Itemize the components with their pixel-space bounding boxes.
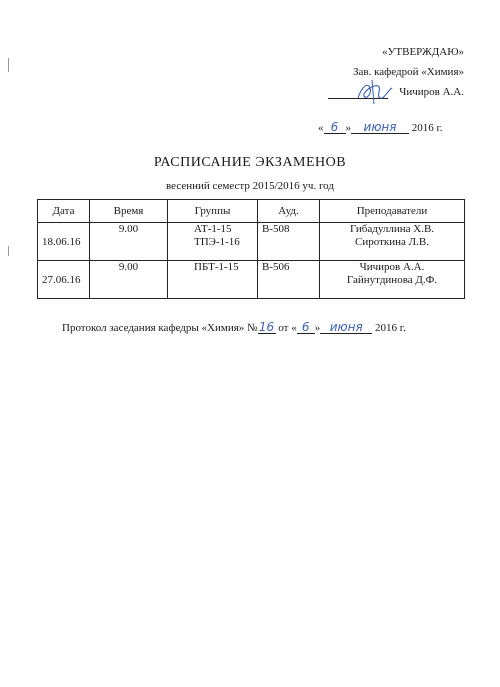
cell-time: 9.00 xyxy=(90,223,168,261)
date-day: 6 xyxy=(324,121,346,134)
document-title: РАСПИСАНИЕ ЭКЗАМЕНОВ xyxy=(153,155,347,170)
cell-date: 18.06.16 xyxy=(38,223,90,261)
approval-position: Зав. кафедрой «Химия» xyxy=(353,66,464,78)
cell-date: 27.06.16 xyxy=(38,261,90,299)
cell-time: 9.00 xyxy=(90,261,168,299)
approver-name: Чичиров А.А. xyxy=(399,86,464,98)
teacher-item: Сироткина Л.В. xyxy=(355,236,429,248)
cell-groups xyxy=(168,261,258,299)
header-date: Дата xyxy=(38,200,90,223)
date-month: июня xyxy=(351,121,409,134)
cell-room: В-508 xyxy=(258,223,320,261)
cell-teachers xyxy=(320,261,465,299)
header-time: Время xyxy=(90,200,168,223)
protocol-number: 16 xyxy=(258,320,275,334)
date-year: 2016 г. xyxy=(411,122,443,134)
approval-date xyxy=(318,121,464,137)
table-header-row xyxy=(38,200,465,223)
header-teachers: Преподаватели xyxy=(320,200,465,223)
group-item: АТ-1-15 xyxy=(194,223,232,235)
exam-schedule-table xyxy=(37,199,465,299)
margin-mark xyxy=(8,58,9,72)
protocol-line xyxy=(62,321,482,334)
protocol-year: 2016 г. xyxy=(372,322,406,334)
date-quote-close: » xyxy=(345,122,351,134)
table-row xyxy=(38,223,465,261)
protocol-from: от « xyxy=(275,322,297,334)
protocol-month: июня xyxy=(320,321,372,334)
protocol-day: 6 xyxy=(297,321,315,334)
approval-block xyxy=(353,44,464,80)
approval-title: «УТВЕРЖДАЮ» xyxy=(382,46,464,58)
group-item: ПБТ-1-15 xyxy=(194,261,239,273)
signature-image xyxy=(352,78,396,106)
signature-row xyxy=(318,86,464,104)
group-item: ТПЭ-1-16 xyxy=(194,236,240,248)
protocol-prefix: Протокол заседания кафедры «Химия» № xyxy=(62,322,258,334)
teacher-item: Чичиров А.А. xyxy=(359,261,425,273)
header-room: Ауд. xyxy=(258,200,320,223)
document-subtitle: весенний семестр 2015/2016 уч. год xyxy=(166,180,334,192)
protocol-quote-close: » xyxy=(314,322,321,334)
table-row xyxy=(38,261,465,299)
header-groups: Группы xyxy=(168,200,258,223)
teacher-item: Гибадуллина Х.В. xyxy=(349,223,435,235)
teacher-item: Гайнутдинова Д.Ф. xyxy=(346,274,438,286)
cell-groups xyxy=(168,223,258,261)
date-quote-open: « xyxy=(318,122,324,134)
cell-room: В-506 xyxy=(258,261,320,299)
margin-mark xyxy=(8,246,9,256)
cell-teachers xyxy=(320,223,465,261)
